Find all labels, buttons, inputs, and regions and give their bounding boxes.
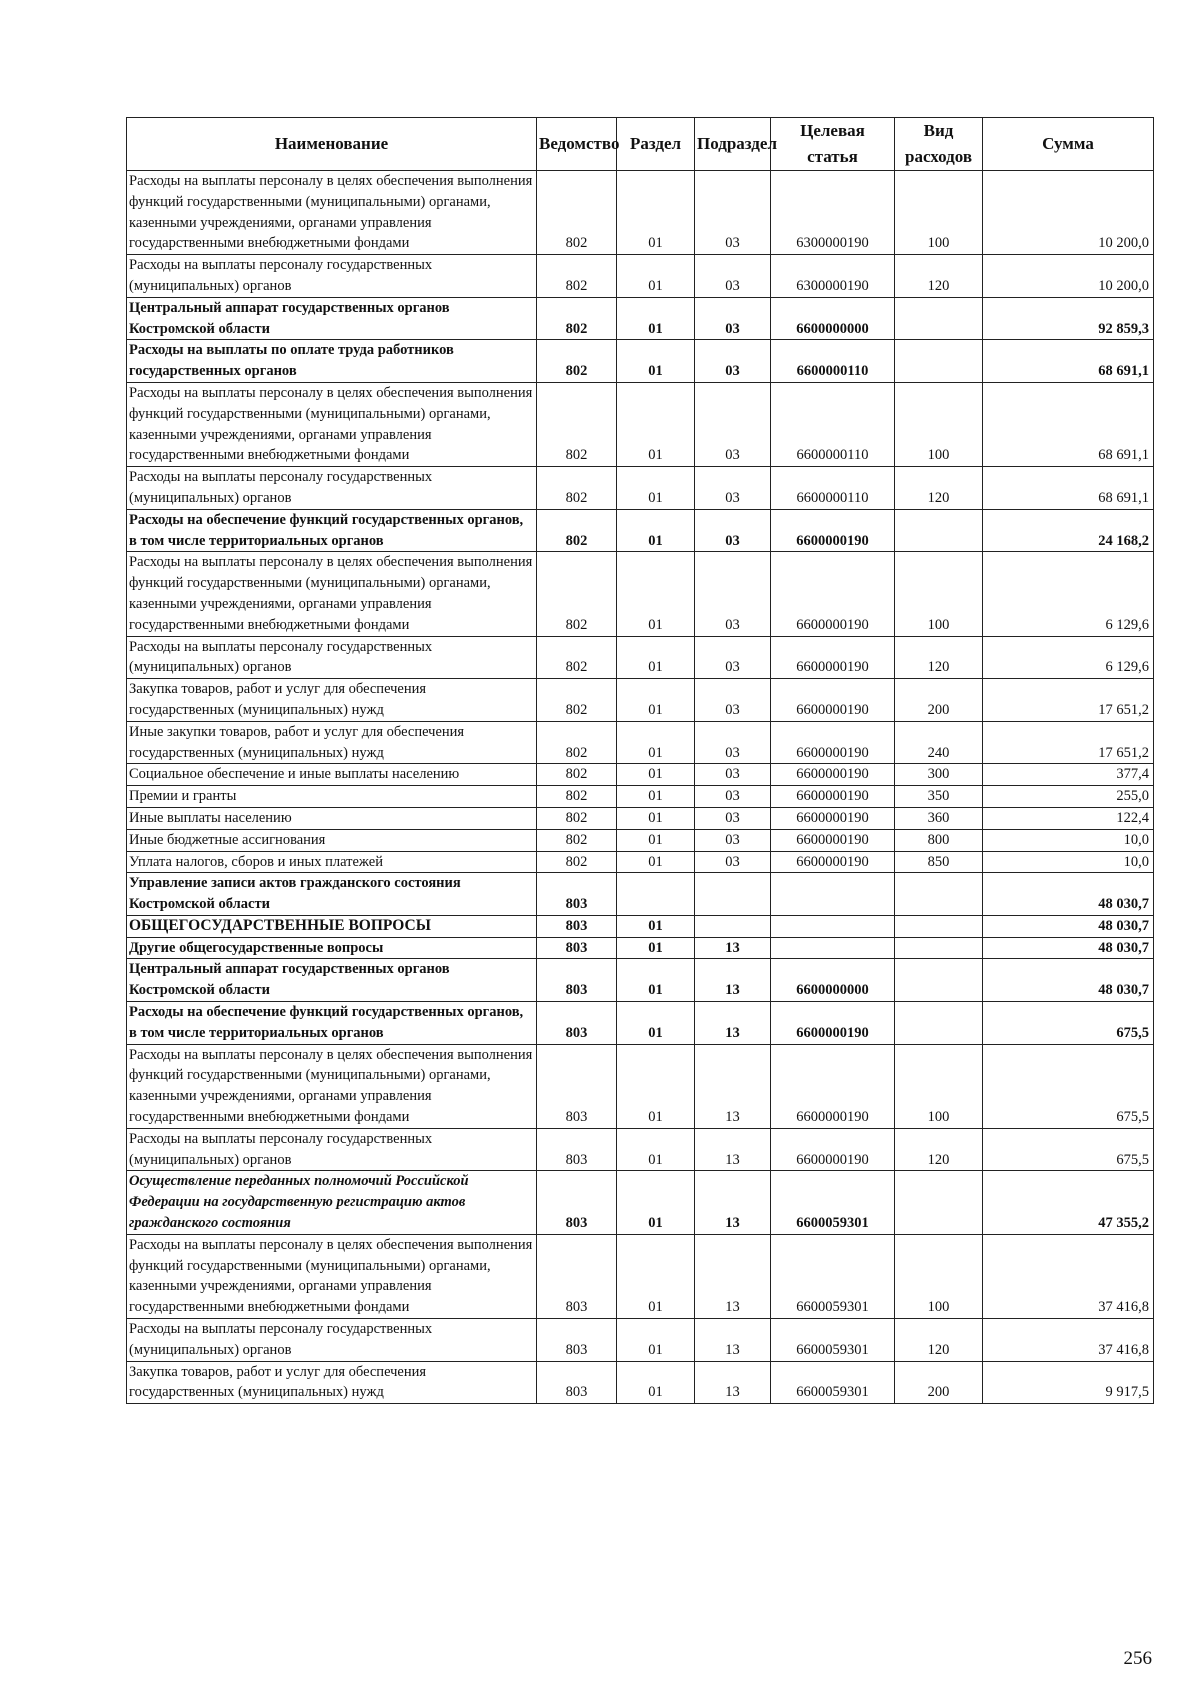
- cell-target: 6600000110: [771, 382, 895, 466]
- table-row: [127, 829, 1154, 851]
- header-row: [127, 118, 1154, 171]
- table-row: [127, 959, 1154, 1002]
- cell-amount: 10 200,0: [983, 255, 1154, 298]
- cell-subsection: 13: [695, 1171, 771, 1234]
- cell-target: 6600059301: [771, 1171, 895, 1234]
- cell-name: Управление записи актов гражданского состояния Костромской области: [127, 873, 537, 916]
- cell-name: ОБЩЕГОСУДАРСТВЕННЫЕ ВОПРОСЫ: [127, 915, 537, 937]
- cell-target: 6600059301: [771, 1319, 895, 1362]
- cell-name: Социальное обеспечение и иные выплаты населению: [127, 764, 537, 786]
- cell-subsection: 03: [695, 764, 771, 786]
- cell-section: 01: [617, 937, 695, 959]
- cell-subsection: 03: [695, 679, 771, 722]
- cell-amount: 37 416,8: [983, 1319, 1154, 1362]
- cell-subsection: 03: [695, 340, 771, 383]
- cell-expense-type: [895, 297, 983, 340]
- cell-amount: 9 917,5: [983, 1361, 1154, 1404]
- cell-target: 6600000190: [771, 552, 895, 636]
- cell-section: 01: [617, 764, 695, 786]
- cell-target: 6600000190: [771, 1044, 895, 1128]
- cell-expense-type: 100: [895, 382, 983, 466]
- cell-amount: 6 129,6: [983, 636, 1154, 679]
- cell-target: 6600000190: [771, 764, 895, 786]
- cell-subsection: 03: [695, 552, 771, 636]
- cell-expense-type: 200: [895, 1361, 983, 1404]
- cell-target: 6600000190: [771, 1128, 895, 1171]
- cell-department: 802: [537, 679, 617, 722]
- cell-name: Расходы на выплаты персоналу в целях обеспечения выполнения функций государственными (муниципальными) органами, казенными учреждениями, органами управления государственными внебюджетными фондами: [127, 1044, 537, 1128]
- cell-subsection: 13: [695, 959, 771, 1002]
- cell-section: 01: [617, 807, 695, 829]
- table-row: [127, 340, 1154, 383]
- table-row: [127, 1044, 1154, 1128]
- cell-amount: 68 691,1: [983, 382, 1154, 466]
- cell-amount: 48 030,7: [983, 915, 1154, 937]
- cell-subsection: 13: [695, 1002, 771, 1045]
- cell-expense-type: 120: [895, 467, 983, 510]
- table-row: [127, 1319, 1154, 1362]
- cell-expense-type: 120: [895, 255, 983, 298]
- cell-section: 01: [617, 1128, 695, 1171]
- cell-department: 803: [537, 1319, 617, 1362]
- cell-department: 803: [537, 1361, 617, 1404]
- cell-section: 01: [617, 721, 695, 764]
- table-row: [127, 873, 1154, 916]
- cell-name: Расходы на выплаты по оплате труда работников государственных органов: [127, 340, 537, 383]
- cell-name: Расходы на выплаты персоналу в целях обеспечения выполнения функций государственными (муниципальными) органами, казенными учреждениями, органами управления государственными внебюджетными фондами: [127, 382, 537, 466]
- cell-amount: 17 651,2: [983, 721, 1154, 764]
- cell-target: 6300000190: [771, 171, 895, 255]
- cell-target: 6600000190: [771, 851, 895, 873]
- cell-amount: 6 129,6: [983, 552, 1154, 636]
- cell-subsection: 13: [695, 1044, 771, 1128]
- cell-subsection: 03: [695, 829, 771, 851]
- cell-department: 802: [537, 297, 617, 340]
- cell-department: 803: [537, 873, 617, 916]
- cell-section: 01: [617, 1361, 695, 1404]
- cell-expense-type: [895, 1002, 983, 1045]
- cell-subsection: 03: [695, 382, 771, 466]
- cell-expense-type: [895, 915, 983, 937]
- cell-expense-type: [895, 873, 983, 916]
- cell-section: 01: [617, 467, 695, 510]
- table-body: [127, 171, 1154, 1404]
- cell-target: 6600000000: [771, 959, 895, 1002]
- cell-expense-type: 200: [895, 679, 983, 722]
- table-row: [127, 851, 1154, 873]
- cell-amount: 377,4: [983, 764, 1154, 786]
- cell-name: Расходы на выплаты персоналу в целях обеспечения выполнения функций государственными (муниципальными) органами, казенными учреждениями, органами управления государственными внебюджетными фондами: [127, 171, 537, 255]
- cell-section: 01: [617, 851, 695, 873]
- cell-target: [771, 915, 895, 937]
- header-section: Раздел: [617, 118, 695, 171]
- cell-department: 802: [537, 467, 617, 510]
- cell-target: [771, 937, 895, 959]
- cell-target: 6600000110: [771, 467, 895, 510]
- table-row: [127, 807, 1154, 829]
- header-name: Наименование: [127, 118, 537, 171]
- cell-amount: 255,0: [983, 786, 1154, 808]
- cell-amount: 10,0: [983, 851, 1154, 873]
- cell-name: Расходы на обеспечение функций государственных органов, в том числе территориальных органов: [127, 1002, 537, 1045]
- table-row: [127, 255, 1154, 298]
- cell-section: 01: [617, 509, 695, 552]
- cell-amount: 24 168,2: [983, 509, 1154, 552]
- cell-section: 01: [617, 1171, 695, 1234]
- cell-name: Центральный аппарат государственных органов Костромской области: [127, 297, 537, 340]
- cell-section: 01: [617, 171, 695, 255]
- cell-department: 802: [537, 786, 617, 808]
- cell-expense-type: 360: [895, 807, 983, 829]
- cell-name: Иные бюджетные ассигнования: [127, 829, 537, 851]
- cell-amount: 122,4: [983, 807, 1154, 829]
- cell-name: Расходы на выплаты персоналу государственных (муниципальных) органов: [127, 1128, 537, 1171]
- cell-target: [771, 873, 895, 916]
- cell-subsection: [695, 873, 771, 916]
- cell-subsection: 03: [695, 509, 771, 552]
- cell-section: 01: [617, 636, 695, 679]
- cell-name: Расходы на выплаты персоналу в целях обеспечения выполнения функций государственными (муниципальными) органами, казенными учреждениями, органами управления государственными внебюджетными фондами: [127, 1234, 537, 1318]
- cell-amount: 10,0: [983, 829, 1154, 851]
- cell-amount: 17 651,2: [983, 679, 1154, 722]
- cell-department: 803: [537, 1002, 617, 1045]
- cell-expense-type: 100: [895, 171, 983, 255]
- cell-name: Иные закупки товаров, работ и услуг для обеспечения государственных (муниципальных) нужд: [127, 721, 537, 764]
- cell-section: 01: [617, 679, 695, 722]
- cell-target: 6600059301: [771, 1361, 895, 1404]
- cell-name: Закупка товаров, работ и услуг для обеспечения государственных (муниципальных) нужд: [127, 679, 537, 722]
- cell-name: Осуществление переданных полномочий Российской Федерации на государственную регистрацию актов гражданского состояния: [127, 1171, 537, 1234]
- cell-department: 802: [537, 721, 617, 764]
- cell-subsection: 03: [695, 297, 771, 340]
- cell-department: 802: [537, 552, 617, 636]
- cell-name: Расходы на обеспечение функций государственных органов, в том числе территориальных органов: [127, 509, 537, 552]
- header-amount: Сумма: [983, 118, 1154, 171]
- table-row: [127, 679, 1154, 722]
- cell-expense-type: 850: [895, 851, 983, 873]
- table-row: [127, 509, 1154, 552]
- table-row: [127, 721, 1154, 764]
- cell-department: 803: [537, 959, 617, 1002]
- cell-target: 6600000190: [771, 679, 895, 722]
- cell-section: 01: [617, 297, 695, 340]
- cell-expense-type: 120: [895, 1128, 983, 1171]
- cell-subsection: 13: [695, 1319, 771, 1362]
- cell-subsection: 03: [695, 851, 771, 873]
- cell-amount: 68 691,1: [983, 340, 1154, 383]
- cell-department: 802: [537, 829, 617, 851]
- cell-amount: 48 030,7: [983, 873, 1154, 916]
- table-row: [127, 1002, 1154, 1045]
- cell-subsection: 03: [695, 786, 771, 808]
- table-row: [127, 1128, 1154, 1171]
- cell-department: 803: [537, 1171, 617, 1234]
- table-row: [127, 467, 1154, 510]
- table-row: [127, 1171, 1154, 1234]
- table-row: [127, 297, 1154, 340]
- cell-subsection: 03: [695, 721, 771, 764]
- cell-expense-type: [895, 509, 983, 552]
- cell-name: Центральный аппарат государственных органов Костромской области: [127, 959, 537, 1002]
- table-row: [127, 1234, 1154, 1318]
- cell-amount: 47 355,2: [983, 1171, 1154, 1234]
- cell-expense-type: 800: [895, 829, 983, 851]
- cell-section: 01: [617, 1234, 695, 1318]
- cell-subsection: 03: [695, 807, 771, 829]
- cell-section: 01: [617, 786, 695, 808]
- cell-expense-type: [895, 340, 983, 383]
- cell-expense-type: [895, 937, 983, 959]
- cell-section: [617, 873, 695, 916]
- cell-department: 803: [537, 937, 617, 959]
- cell-target: 6600000190: [771, 829, 895, 851]
- table-row: [127, 171, 1154, 255]
- cell-section: 01: [617, 829, 695, 851]
- table-row: [127, 1361, 1154, 1404]
- cell-subsection: 13: [695, 1361, 771, 1404]
- cell-name: Другие общегосударственные вопросы: [127, 937, 537, 959]
- cell-name: Расходы на выплаты персоналу государственных (муниципальных) органов: [127, 467, 537, 510]
- cell-amount: 48 030,7: [983, 959, 1154, 1002]
- cell-section: 01: [617, 1319, 695, 1362]
- cell-department: 802: [537, 509, 617, 552]
- cell-subsection: [695, 915, 771, 937]
- cell-section: 01: [617, 1002, 695, 1045]
- cell-department: 802: [537, 851, 617, 873]
- cell-department: 802: [537, 171, 617, 255]
- table-row: [127, 636, 1154, 679]
- cell-expense-type: [895, 959, 983, 1002]
- cell-amount: 675,5: [983, 1044, 1154, 1128]
- cell-expense-type: [895, 1171, 983, 1234]
- cell-department: 802: [537, 340, 617, 383]
- table-header: [127, 118, 1154, 171]
- cell-section: 01: [617, 382, 695, 466]
- cell-name: Закупка товаров, работ и услуг для обеспечения государственных (муниципальных) нужд: [127, 1361, 537, 1404]
- cell-target: 6600000190: [771, 636, 895, 679]
- cell-target: 6600000190: [771, 1002, 895, 1045]
- cell-section: 01: [617, 255, 695, 298]
- table-row: [127, 915, 1154, 937]
- cell-expense-type: 350: [895, 786, 983, 808]
- cell-subsection: 03: [695, 636, 771, 679]
- cell-section: 01: [617, 552, 695, 636]
- table-row: [127, 382, 1154, 466]
- header-department: Ведомство: [537, 118, 617, 171]
- cell-amount: 675,5: [983, 1128, 1154, 1171]
- cell-section: 01: [617, 340, 695, 383]
- cell-target: 6600000190: [771, 786, 895, 808]
- cell-expense-type: 100: [895, 1044, 983, 1128]
- cell-section: 01: [617, 915, 695, 937]
- cell-name: Расходы на выплаты персоналу в целях обеспечения выполнения функций государственными (муниципальными) органами, казенными учреждениями, органами управления государственными внебюджетными фондами: [127, 552, 537, 636]
- table-row: [127, 552, 1154, 636]
- cell-target: 6600000190: [771, 721, 895, 764]
- cell-department: 803: [537, 1234, 617, 1318]
- table-row: [127, 786, 1154, 808]
- cell-amount: 48 030,7: [983, 937, 1154, 959]
- header-target: Целевая статья: [771, 118, 895, 171]
- cell-expense-type: 120: [895, 1319, 983, 1362]
- cell-subsection: 03: [695, 171, 771, 255]
- cell-name: Уплата налогов, сборов и иных платежей: [127, 851, 537, 873]
- cell-department: 802: [537, 382, 617, 466]
- cell-name: Расходы на выплаты персоналу государственных (муниципальных) органов: [127, 1319, 537, 1362]
- cell-subsection: 13: [695, 1234, 771, 1318]
- cell-target: 6600059301: [771, 1234, 895, 1318]
- cell-expense-type: 300: [895, 764, 983, 786]
- cell-amount: 37 416,8: [983, 1234, 1154, 1318]
- cell-amount: 68 691,1: [983, 467, 1154, 510]
- cell-section: 01: [617, 1044, 695, 1128]
- header-expense-type: Вид расходов: [895, 118, 983, 171]
- cell-department: 802: [537, 764, 617, 786]
- budget-table: [126, 117, 1154, 1404]
- cell-amount: 92 859,3: [983, 297, 1154, 340]
- page-number: 256: [1123, 1648, 1152, 1669]
- cell-target: 6300000190: [771, 255, 895, 298]
- cell-subsection: 03: [695, 467, 771, 510]
- cell-subsection: 03: [695, 255, 771, 298]
- cell-amount: 675,5: [983, 1002, 1154, 1045]
- cell-target: 6600000000: [771, 297, 895, 340]
- cell-name: Иные выплаты населению: [127, 807, 537, 829]
- cell-expense-type: 120: [895, 636, 983, 679]
- table-row: [127, 937, 1154, 959]
- cell-name: Премии и гранты: [127, 786, 537, 808]
- cell-department: 803: [537, 915, 617, 937]
- cell-name: Расходы на выплаты персоналу государственных (муниципальных) органов: [127, 255, 537, 298]
- cell-expense-type: 240: [895, 721, 983, 764]
- cell-department: 803: [537, 1128, 617, 1171]
- cell-target: 6600000110: [771, 340, 895, 383]
- cell-section: 01: [617, 959, 695, 1002]
- cell-department: 802: [537, 255, 617, 298]
- cell-target: 6600000190: [771, 509, 895, 552]
- cell-amount: 10 200,0: [983, 171, 1154, 255]
- cell-subsection: 13: [695, 937, 771, 959]
- cell-name: Расходы на выплаты персоналу государственных (муниципальных) органов: [127, 636, 537, 679]
- cell-expense-type: 100: [895, 1234, 983, 1318]
- header-subsection: Подраздел: [695, 118, 771, 171]
- cell-expense-type: 100: [895, 552, 983, 636]
- cell-subsection: 13: [695, 1128, 771, 1171]
- cell-department: 803: [537, 1044, 617, 1128]
- table-row: [127, 764, 1154, 786]
- cell-department: 802: [537, 807, 617, 829]
- cell-target: 6600000190: [771, 807, 895, 829]
- cell-department: 802: [537, 636, 617, 679]
